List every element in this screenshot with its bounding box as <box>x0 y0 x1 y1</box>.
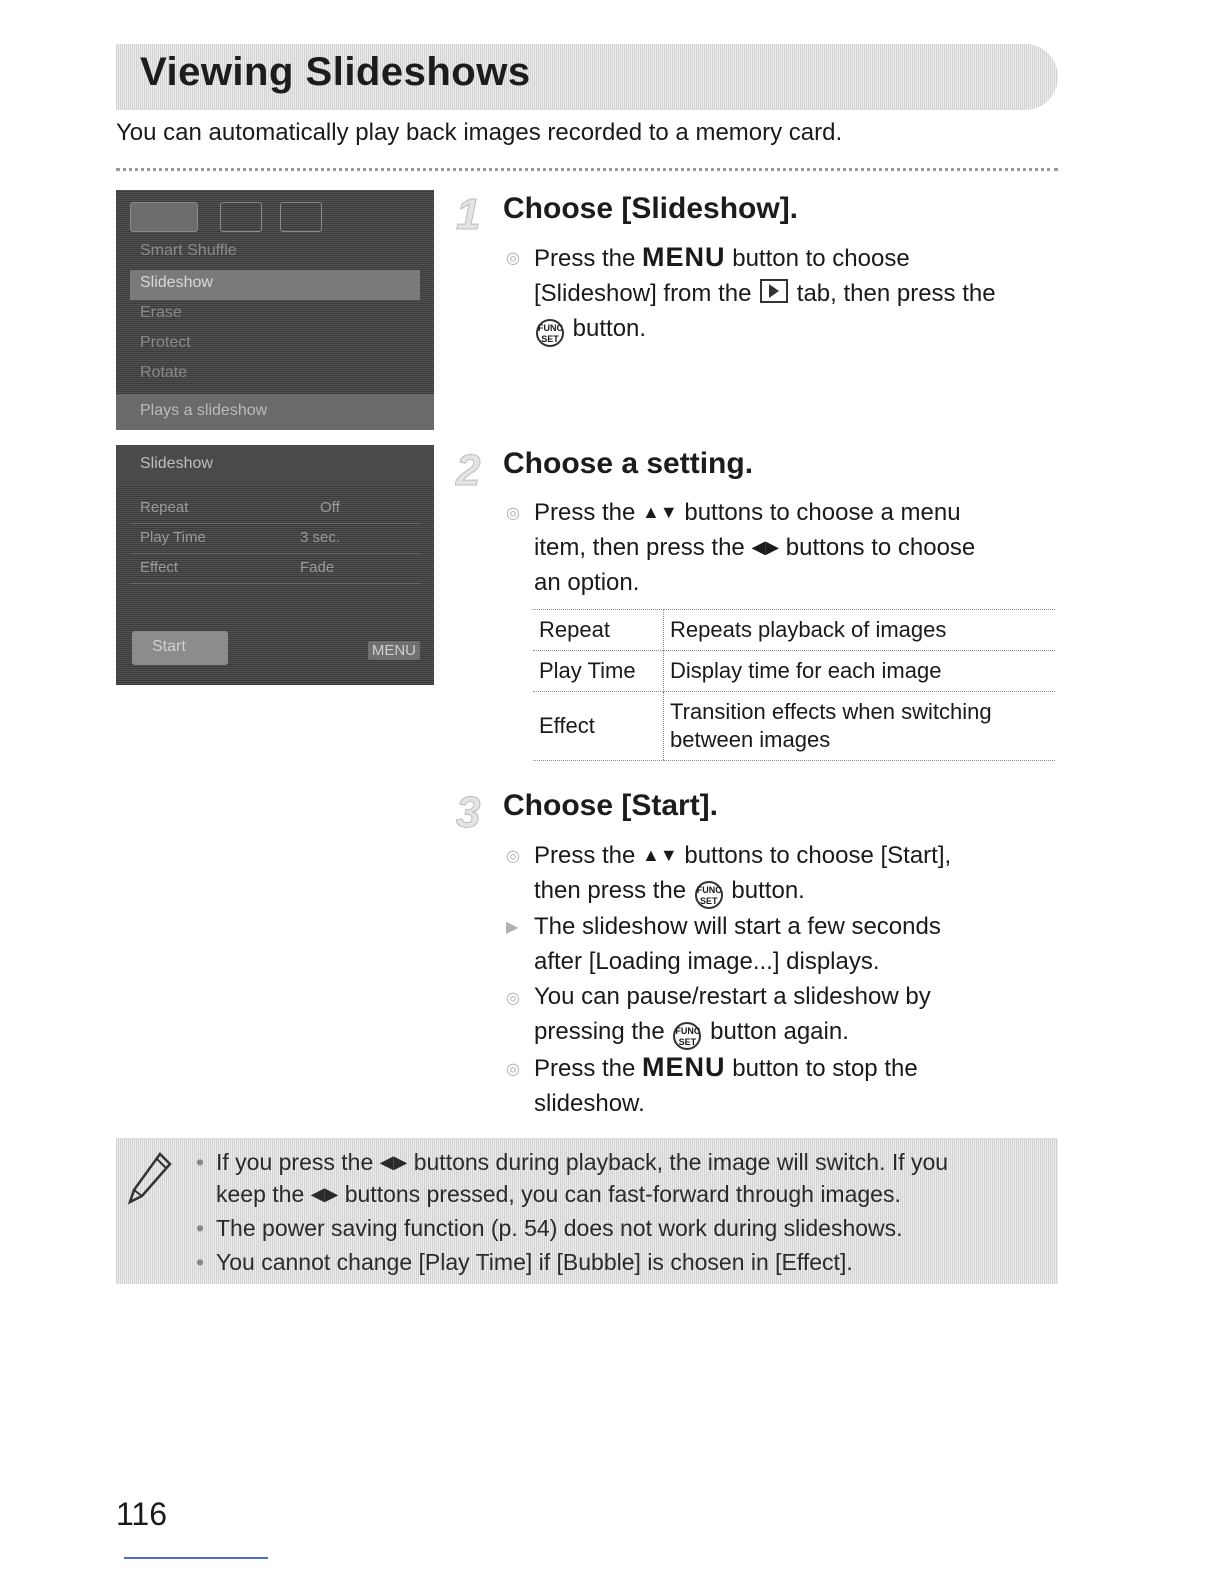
step-instruction <box>534 240 1064 347</box>
func-set-icon: FUNC SET <box>695 881 723 909</box>
screen-title: Slideshow <box>140 455 213 472</box>
screen-help-text: Plays a slideshow <box>140 402 268 419</box>
notes-box <box>116 1138 1058 1284</box>
result-arrow-icon: ▶ <box>506 919 519 936</box>
playback-tab-icon <box>130 202 198 232</box>
note-item: • You cannot change [Play Time] if [Bubble] is chosen in [Effect]. <box>196 1249 853 1275</box>
table-row <box>533 610 1055 651</box>
screen-setting-row <box>130 525 420 554</box>
bullet-icon: ◎ <box>506 1061 520 1078</box>
playback-icon <box>760 279 788 303</box>
option-name: Repeat <box>533 610 664 651</box>
text: Press the <box>534 499 643 526</box>
text: button. <box>566 315 647 342</box>
up-down-arrows-icon: ▲▼ <box>642 845 678 865</box>
left-right-arrows-icon: ◀▶ <box>751 537 780 557</box>
step-title: Choose a setting. <box>503 447 754 480</box>
footer-rule <box>124 1557 268 1559</box>
step-title: Choose [Slideshow]. <box>503 192 799 225</box>
table-row <box>533 692 1055 761</box>
camera-screen-playback-menu <box>116 190 434 430</box>
camera-screen-slideshow-settings <box>116 445 434 685</box>
step-instruction <box>534 838 1064 1121</box>
text: Press the <box>534 245 643 272</box>
text: slideshow. <box>534 1090 645 1117</box>
text: [Slideshow] from the <box>534 280 759 307</box>
text: buttons to choose <box>779 534 976 561</box>
left-right-arrows-icon: ◀▶ <box>310 1184 339 1204</box>
bullet-icon: ◎ <box>506 250 520 267</box>
screen-setting-row <box>130 495 420 524</box>
screen-menu-item: Rotate <box>140 364 188 381</box>
text: You can pause/restart a slideshow by <box>534 983 931 1010</box>
text: The slideshow will start a few seconds <box>534 913 941 940</box>
note-item: • The power saving function (p. 54) does not work during slideshows. <box>196 1215 903 1241</box>
option-description: Transition effects when switching between images <box>664 692 1056 761</box>
text: item, then press the <box>534 534 752 561</box>
func-set-icon: FUNC SET <box>536 319 564 347</box>
note-item: • If you press the ◀▶ buttons during playback, the image will switch. If you keep the ◀▶ buttons pressed, you can fast-forward through images. <box>196 1149 949 1207</box>
text: then press the <box>534 877 693 904</box>
print-tab-icon <box>220 202 262 232</box>
text: buttons to choose a menu <box>677 499 961 526</box>
step-title: Choose [Start]. <box>503 789 719 822</box>
screen-menu-item: Protect <box>140 334 191 351</box>
option-description: Display time for each image <box>664 651 1056 692</box>
text: button to choose <box>725 245 910 272</box>
screen-setting-label: Repeat <box>140 499 189 516</box>
step-number: 3 <box>456 788 481 837</box>
screen-setting-row <box>130 555 420 584</box>
page-number: 116 <box>116 1496 168 1532</box>
divider <box>116 168 1058 171</box>
text: after [Loading image...] displays. <box>534 948 880 975</box>
option-name: Effect <box>533 692 664 761</box>
menu-button-label: MENU <box>642 242 726 272</box>
screen-setting-label: Effect <box>140 559 179 576</box>
page-title: Viewing Slideshows <box>140 50 531 94</box>
step-number: 1 <box>456 190 481 239</box>
text: pressing the <box>534 1018 672 1045</box>
screen-header <box>116 445 434 485</box>
step-instruction <box>534 495 1064 600</box>
pencil-icon <box>126 1150 174 1208</box>
screen-menu-item: Erase <box>140 304 182 321</box>
screen-setting-value: Fade <box>300 559 335 576</box>
screen-start-button <box>132 631 228 665</box>
text: button again. <box>703 1018 849 1045</box>
screen-menu-back-icon: MENU <box>368 641 420 660</box>
screen-help-bar <box>116 394 434 430</box>
table-row <box>533 651 1055 692</box>
text: button to stop the <box>725 1055 918 1082</box>
text: buttons to choose [Start], <box>677 842 952 869</box>
step-number: 2 <box>456 446 481 495</box>
up-down-arrows-icon: ▲▼ <box>642 502 678 522</box>
func-set-icon: FUNC SET <box>673 1022 701 1050</box>
bullet-icon: ◎ <box>506 990 520 1007</box>
screen-start-label: Start <box>152 638 186 655</box>
text: Press the <box>534 842 643 869</box>
text: button. <box>724 877 805 904</box>
bullet-icon: ◎ <box>506 848 520 865</box>
screen-setting-value: 3 sec. <box>300 529 341 546</box>
screen-setting-value: Off <box>320 499 340 516</box>
screen-menu-item: Smart Shuffle <box>140 242 237 259</box>
left-right-arrows-icon: ◀▶ <box>379 1152 408 1172</box>
screen-setting-label: Play Time <box>140 529 206 546</box>
screen-tab-bar <box>130 202 420 232</box>
option-name: Play Time <box>533 651 664 692</box>
text: tab, then press the <box>790 280 996 307</box>
text: Press the <box>534 1055 643 1082</box>
screen-menu-item-selected: Slideshow <box>140 274 213 291</box>
option-description: Repeats playback of images <box>664 610 1056 651</box>
intro-text: You can automatically play back images recorded to a memory card. <box>116 119 843 146</box>
menu-button-label: MENU <box>642 1052 726 1082</box>
bullet-icon: ◎ <box>506 505 520 522</box>
text: an option. <box>534 569 640 596</box>
options-table <box>533 609 1055 761</box>
settings-tab-icon <box>280 202 322 232</box>
